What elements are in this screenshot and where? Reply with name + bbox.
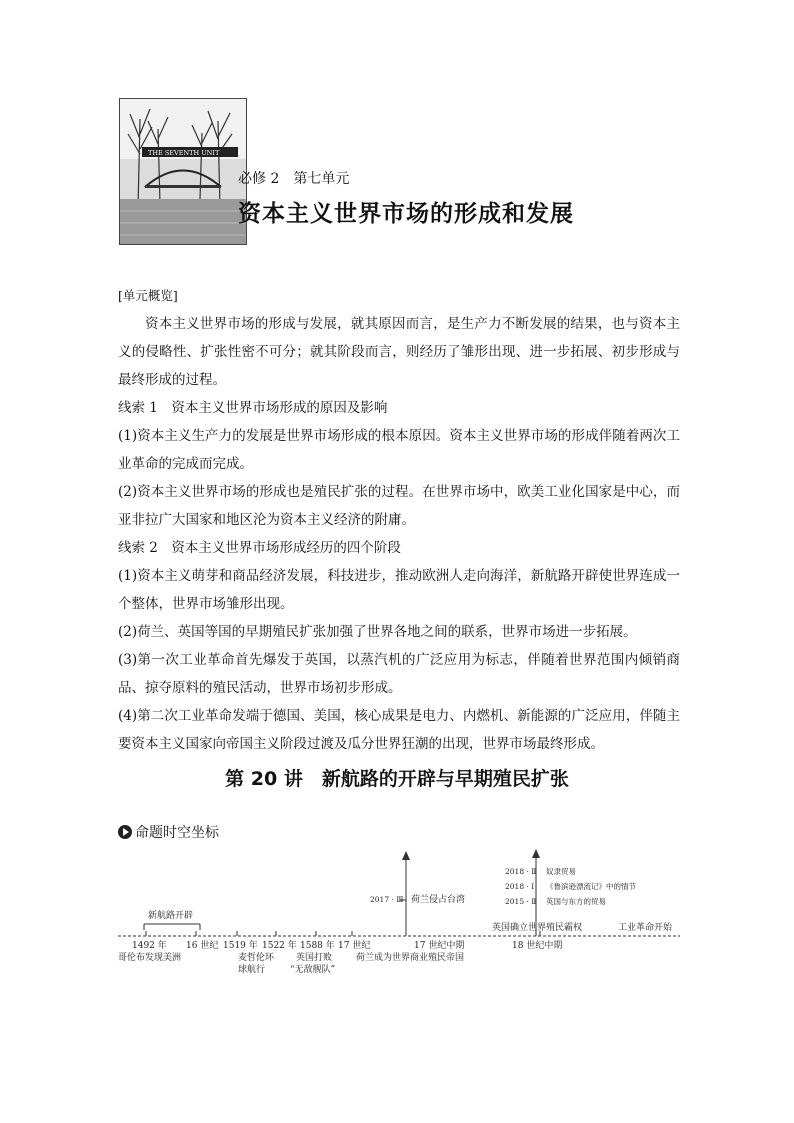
- label-17c: 17 世纪: [338, 941, 371, 951]
- clue-2-heading: 线索 2 资本主义世界市场形成经历的四个阶段: [118, 540, 401, 556]
- lecture-title: 第 20 讲 新航路的开辟与早期殖民扩张: [225, 768, 569, 790]
- photo-caption: THE SEVENTH UNIT: [148, 149, 220, 157]
- label-armada-1: 英国打败: [296, 953, 333, 963]
- overview-intro: 资本主义世界市场的形成与发展，就其原因而言，是生产力不断发展的结果，也与资本主义的侵略性、扩张性密不可分；就其阶段而言，则经历了雏形出现、进一步拓展、初步形成与最终形成的过程。: [118, 316, 680, 388]
- clue-2-item-1: (1)资本主义萌芽和商品经济发展，科技进步，推动欧洲人走向海洋，新航路开辟使世界连成一个整体，世界市场雏形出现。: [118, 568, 680, 612]
- label-britain-east: 英国与东方的贸易: [546, 897, 606, 906]
- label-17c-mid: 17 世纪中期: [414, 941, 465, 951]
- label-exam-2018b: 2018 · Ⅰ: [505, 882, 535, 891]
- label-exam-2017: 2017 · Ⅲ: [370, 895, 404, 904]
- unit-title: 资本主义世界市场的形成和发展: [238, 201, 574, 227]
- label-british-hegemony: 英国确立世界殖民霸权: [492, 923, 583, 933]
- label-dutch-taiwan: 荷兰侵占台湾: [411, 895, 466, 905]
- clue-1-heading: 线索 1 资本主义世界市场形成的原因及影响: [118, 400, 388, 416]
- label-robinson: 《鲁滨逊漂流记》中的情节: [546, 882, 636, 891]
- label-16c: 16 世纪: [186, 941, 219, 951]
- label-1492: 1492 年: [132, 941, 167, 951]
- label-1522: 1522 年: [262, 941, 297, 951]
- clue-2-item-4: (4)第二次工业革命发端于德国、美国，核心成果是电力、内燃机、新能源的广泛应用，伴随主要资本主义国家向帝国主义阶段过渡及瓜分世界狂潮的出现，世界市场最终形成。: [118, 708, 680, 752]
- label-magellan-2: 球航行: [238, 965, 266, 975]
- clue-2-item-2: (2)荷兰、英国等国的早期殖民扩张加强了世界各地之间的联系，世界市场进一步拓展。: [118, 624, 637, 640]
- label-armada-2: “无敌舰队”: [290, 965, 336, 975]
- label-exam-2015: 2015 · Ⅱ: [505, 897, 537, 906]
- clue-2-item-3: (3)第一次工业革命首先爆发于英国，以蒸汽机的广泛应用为标志，伴随着世界范围内倾销商品、掠夺原料的殖民活动，世界市场初步形成。: [118, 652, 680, 696]
- label-columbus: 哥伦布发现美洲: [118, 953, 182, 963]
- label-magellan-1: 麦哲伦环: [238, 953, 275, 963]
- label-new-route: 新航路开辟: [148, 911, 194, 921]
- label-dutch-empire: 荷兰成为世界商业殖民帝国: [356, 953, 465, 963]
- clue-1-item-2: (2)资本主义世界市场的形成也是殖民扩张的过程。在世界市场中，欧美工业化国家是中心，而亚非拉广大国家和地区沦为资本主义经济的附庸。: [118, 484, 680, 528]
- section-title: 命题时空坐标: [135, 825, 219, 841]
- label-18c-mid: 18 世纪中期: [512, 941, 563, 951]
- label-exam-2018a: 2018 · Ⅱ: [505, 867, 537, 876]
- label-industrial-start: 工业革命开始: [618, 923, 673, 933]
- clue-1-item-1: (1)资本主义生产力的发展是世界市场形成的根本原因。资本主义世界市场的形成伴随着两次工业革命的完成而完成。: [118, 428, 680, 472]
- label-slave-trade: 奴隶贸易: [546, 867, 576, 876]
- overview-heading: [单元概览]: [118, 288, 178, 303]
- label-1588: 1588 年: [300, 941, 335, 951]
- label-1519: 1519 年: [223, 941, 258, 951]
- unit-subtitle: 必修 2 第七单元: [238, 171, 350, 187]
